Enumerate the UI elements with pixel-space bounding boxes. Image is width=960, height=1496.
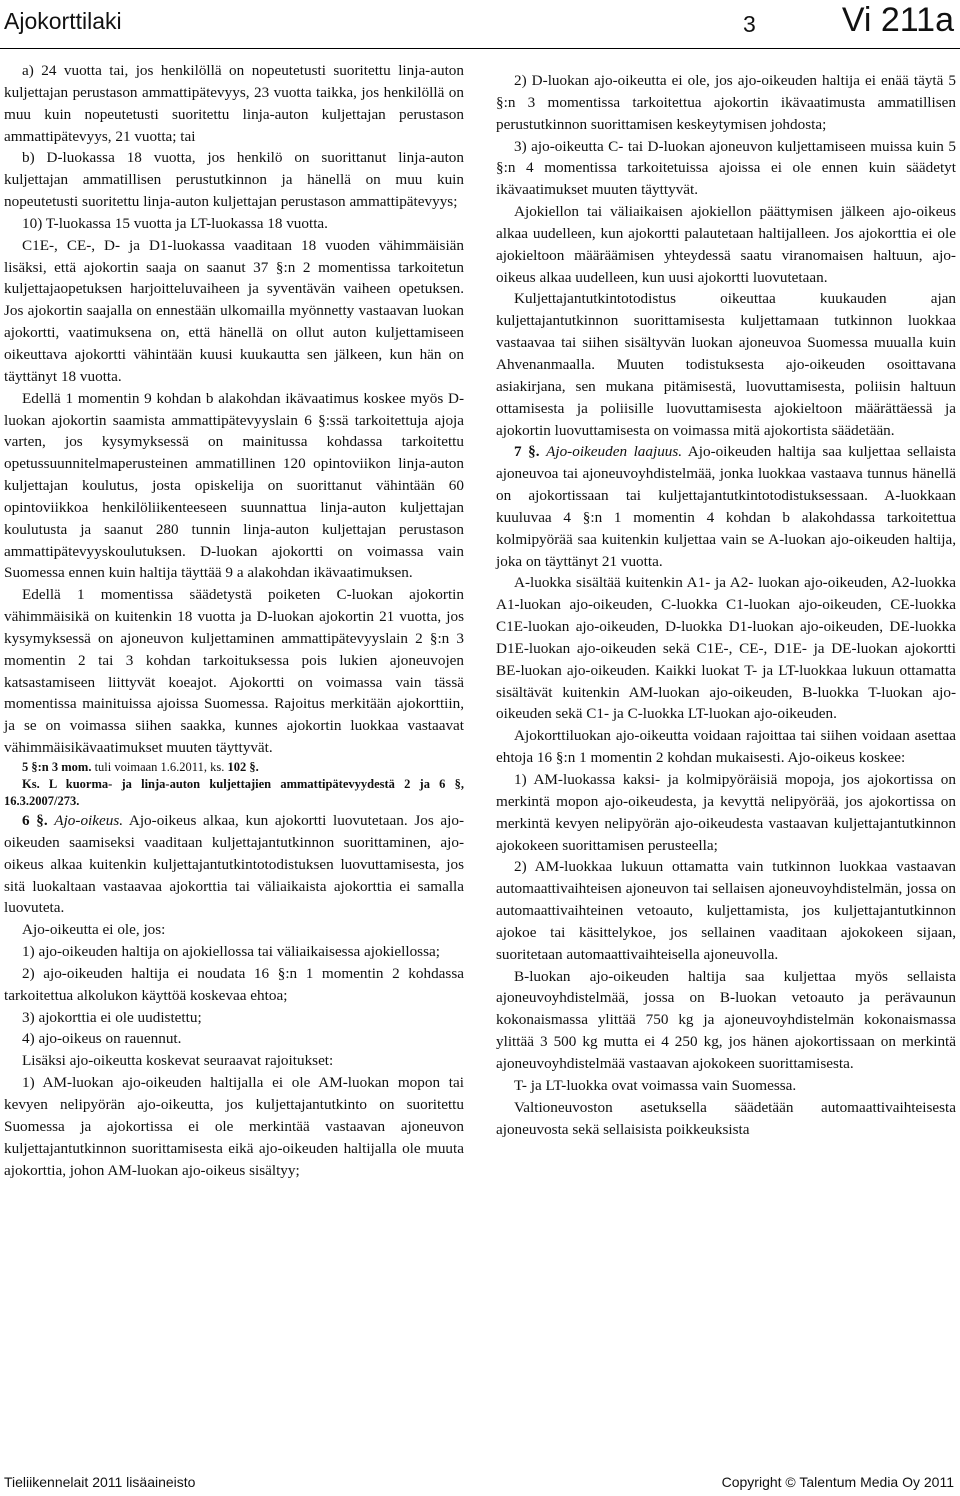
paragraph: B-luokan ajo-oikeuden haltija saa kuljettaa myös sellaista ajoneuvoyhdistelmää, jossa on B-luokan vetoauto ja perävaunun kokonaismassa ylittää 750 kg ja ajoneuvoyhdistelmän kokonaismassa ylittää 3 500 kg mutta ei 4 250 kg, jos hänen ajokortissaan on merkintä ajoneuvoyhdistelmää vastaavan ajokokeen suorittamisesta.	[496, 967, 956, 1072]
paragraph: Ajokorttiluokan ajo-oikeutta voidaan rajoittaa tai siihen voidaan asettaa ehtoja 16 §:n 1 momentin 2 kohdan mukaisesti. Ajo-oikeus koskee:	[496, 727, 956, 767]
section-title: Ajo-oikeus.	[54, 812, 124, 829]
list-item: 3) ajokorttia ei ole uudistettu;	[22, 1008, 202, 1026]
section-6	[4, 810, 464, 919]
note-bold: Ks. L kuorma- ja linja-auton kuljettajien ammattipätevyydestä 2 ja 6 §, 16.3.2007/273.	[4, 777, 464, 808]
paragraph: 10) T-luokassa 15 vuotta ja LT-luokassa 18 vuotta.	[22, 214, 328, 232]
left-column	[4, 60, 464, 1181]
paragraph: T- ja LT-luokka ovat voimassa vain Suomessa.	[514, 1076, 797, 1094]
list-item: 2) ajo-oikeuden haltija ei noudata 16 §:n 1 momentin 2 kohdassa tarkoitettua alkolukon käyttöä koskevaa ehtoa;	[4, 964, 464, 1004]
list-item: 2) D-luokan ajo-oikeutta ei ole, jos ajo-oikeuden haltija ei enää täytä 5 §:n 3 momentissa tarkoitettua ajokortin ikävaatimusta ammatillisen perustutkinnon suorittamisen keskeytymisen johdosta;	[496, 72, 956, 133]
paragraph: Edellä 1 momentin 9 kohdan b alakohdan ikävaatimus koskee myös D-luokan ajokortin saamista ammattipätevyyslain 6 §:ssä tarkoitettuja ajoja varten, jos kysymyksessä on mainitussa kohdassa tarkoitettu opetussuunnitelmaperusteinen ammatillinen 120 opintoviikon linja-auton kuljettajan koulutus, josta opiskelija on suorittanut vähintään 60 opintoviikkoa henkilöliikenteeseen suunnattua linja-auton kuljettajan koulutusta ja saanut 280 tunnin linja-auton kuljettajan perustason ammattipätevyyskoulutuksen. D-luokan ajokortti on voimassa vain Suomessa ennen kuin haltija täyttää 9 a alakohdan ikävaatimuksen.	[4, 389, 464, 582]
footer-copyright: Copyright © Talentum Media Oy 2011	[721, 1474, 954, 1490]
footer-publication: Tieliikennelait 2011 lisäaineisto	[4, 1474, 196, 1490]
paragraph: b) D-luokassa 18 vuotta, jos henkilö on suorittanut linja-auton kuljettajan ammatillisen perustutkinnon ja hänellä on muu kuin nopeutetusti suoritettu linja-auton kuljettajan perustason ammattipätevyys;	[4, 149, 464, 211]
page-number: 3	[743, 11, 756, 37]
list-item: 1) AM-luokassa kaksi- ja kolmipyöräisiä mopoja, jos ajokortissa on merkintä mopon ajo-oikeudesta, ja kevyttä nelipyörää, jos ajokortissa on merkintä kevyen nelipyörän ajo-oikeudesta vastaavan kuljettajantutkinnon ajokokeen suorittamisen perusteella;	[496, 771, 956, 854]
paragraph: Valtioneuvoston asetuksella säädetään automaattivaihteisesta ajoneuvosta sekä sellaisista poikkeuksista	[496, 1098, 956, 1138]
page-footer	[0, 1468, 960, 1494]
paragraph: Ajo-oikeutta ei ole, jos:	[22, 921, 166, 939]
list-item: 4) ajo-oikeus on rauennut.	[22, 1030, 182, 1048]
paragraph: Kuljettajantutkintotodistus oikeuttaa kuukauden ajan kuljettajantutkinnon suorittamisesta kuljettamaan tutkinnon luokkaa vastaavaa tai siihen sisältyvän luokan ajoneuvoa Suomessa muualla kuin Ahvenanmaalla. Muuten todistuksesta ajo-oikeuden osoittavana asiakirjana, sen mukana pitämisestä, luovuttamisesta, poliisin haltuun ottamisesta ja poliisille luovuttamisesta ajokieltoon määrättäessä ja ajokortin luovuttamisesta on voimassa mitä ajokortista säädetään.	[496, 290, 956, 439]
paragraph: Edellä 1 momentissa säädetystä poiketen C-luokan ajokortin vähimmäisikä on kuitenkin 18 vuotta ja D-luokan ajokortin 21 vuotta, jos kysymyksessä on ajoneuvon kuljettaminen ammattipätevyyslain 2 §:n 3 momentin 2 tai 3 kohdan tarkoituksessa pois lukien ajoneuvojen katsastamiseen liittyvät koeajot. Ajokortti on voimassa vain tässä momentissa mainituissa ajoissa Suomessa. Rajoitus merkitään ajokorttiin, ja se on voimassa siihen saakka, kunnes ajokortin luokkaa vastaavat vähimmäisikävaatimukset muuten täyttyvät.	[4, 586, 464, 757]
paragraph: a) 24 vuotta tai, jos henkilöllä on nopeutetusti suoritettu linja-auton kuljettajan perustason ammattipätevyys, 23 vuotta taikka, jos henkilöllä on muu kuin nopeutetusti suoritettu linja-auton kuljettajan perustason ammattipätevyys, 21 vuotta; tai	[4, 62, 464, 145]
list-item: 1) AM-luokan ajo-oikeuden haltijalla ei ole AM-luokan mopon tai kevyen nelipyörän ajo-oikeutta, jos kuljettajantutkinto on suoritettu Suomessa ja ajokortissa ei ole merkintää vastaavan ajoneuvon kuljettajantutkinnon suorittamisesta eikä ajo-oikeuden haltijalla ole muuta ajokorttia, johon AM-luokan ajo-oikeus sisältyy;	[4, 1074, 464, 1179]
list-item: 3) ajo-oikeutta C- tai D-luokan ajoneuvon kuljettamiseen muissa kuin 5 §:n 4 momentissa tarkoitetuissa ajoissa ei ole ennen kuin säädetyt ikävaatimukset muuten täyttyvät.	[496, 137, 956, 199]
document-code: Vi 211a	[841, 1, 954, 39]
paragraph: A-luokka sisältää kuitenkin A1- ja A2- luokan ajo-oikeuden, A2-luokka A1-luokan ajo-oikeuden, C-luokka C1-luokan ajo-oikeuden, CE-luokka C1E-luokan ajo-oikeuden, D-luokka D1-luokan ajo-oikeuden, DE-luokka D1E-luokan ajo-oikeuden sekä C1E-, CE-, D1E- ja DE-luokan ajokortti BE-luokan ajo-oikeuden. Kaikki luokat T- ja LT-luokkaa lukuun ottamatta sisältävät kuitenkin AM-luokan ajo-oikeuden, B-luokka T-luokan ajo-oikeuden sekä C1- ja C-luokka LT-luokan ajo-oikeuden.	[496, 574, 956, 723]
section-text: Ajo-oikeus alkaa, kun ajokortti luovutetaan. Jos ajo-oikeuden saamiseksi vaaditaan kuljettajantutkinnon suorittaminen, ajo-oikeus alkaa kuitenkin kuljettajantutkintotodistuksen luovuttamisesta, jos sitä luokaltaan vastaavaa ajokorttia tai väliaikaista ajokorttia ei samalla luovuteta.	[4, 812, 465, 917]
right-column	[496, 70, 956, 1140]
reference-note	[4, 776, 464, 810]
note-text: tuli voimaan 1.6.2011, ks.	[91, 760, 228, 774]
note-bold: 5 §:n 3 mom.	[22, 760, 92, 774]
section-number: 6 §.	[22, 812, 48, 829]
paragraph: C1E-, CE-, D- ja D1-luokassa vaaditaan 18 vuoden vähimmäisiän lisäksi, että ajokortin saaja on saanut 37 §:n 2 momentissa tarkoitetun kuljettajaopetuksen harjoitteluvaiheen ja syventävän vaiheen opetuksen. Jos ajokortin saajalla on ennestään ulkomailla myönnetty vastaavan luokan ajokortti, vaatimuksena on, että hänellä on ollut auton kuljettamiseen oikeuttava ajokortti vähintään kuusi kuukautta sen jälkeen, kun hän on täyttänyt 18 vuotta.	[4, 236, 464, 385]
running-title: Ajokorttilaki	[4, 8, 122, 34]
section-title: Ajo-oikeuden laajuus.	[546, 443, 683, 461]
section-number: 7 §.	[514, 443, 540, 461]
header-rule	[0, 48, 960, 49]
section-7	[496, 441, 956, 572]
list-item: 2) AM-luokkaa lukuun ottamatta vain tutkinnon luokkaa vastaavan automaattivaihteisen ajoneuvon tai sellaisen ajoneuvoyhdistelmän, jossa on automaattivaihteinen vetoauto, kuljettamista, jos kuljettajantutkinnon ajokoe tai käsittelykoe, jos sellainen vaaditaan ajokokeen sijaan, suoritetaan automaattivaihteisella ajoneuvolla.	[496, 858, 956, 963]
amendment-note	[4, 759, 464, 776]
list-item: 1) ajo-oikeuden haltija on ajokiellossa tai väliaikaisessa ajokiellossa;	[22, 943, 440, 961]
note-bold: 102 §.	[227, 760, 259, 774]
section-text: Ajo-oikeuden haltija saa kuljettaa sellaista ajoneuvoa tai ajoneuvoyhdistelmää, jonka luokkaa vastaava tunnus hänellä on ajokortissaan tai kuljettajantutkintotodistuksessaan. A-luokkaan kuuluvaa 4 §:n 1 momentin 4 kohdan b alakohdassa tarkoitettua kolmipyörää saa kuitenkin kuljettaa vain se A-luokan ajo-oikeuden haltija, joka on täyttänyt 21 vuotta.	[496, 443, 957, 570]
page-header	[0, 0, 960, 50]
paragraph: Ajokiellon tai väliaikaisen ajokiellon päättymisen jälkeen ajo-oikeus alkaa uudelleen, kun ajokortti palautetaan haltijalleen. Jos ajokorttia ei ole ajokieltoon määräämisen yhteydessä saatu viranomaisen haltuun, ajo-oikeus alkaa uudelleen, kun uusi ajokortti luovutetaan.	[496, 203, 956, 286]
paragraph: Lisäksi ajo-oikeutta koskevat seuraavat rajoitukset:	[22, 1052, 334, 1070]
